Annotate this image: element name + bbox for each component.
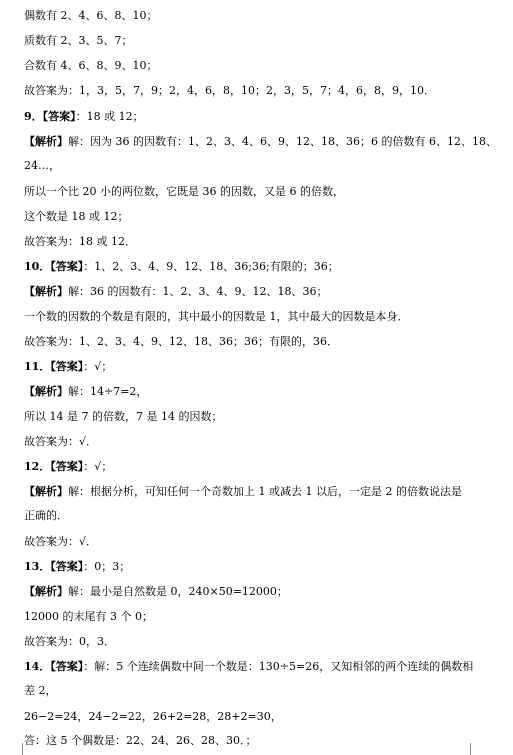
line-text: 故答案为：1，3，5，7，9；2，4，6，8，10；2，3，5，7；4，6，8，9，10． [24,84,435,97]
text-line [24,535,505,549]
line-text: ：√； [83,460,113,473]
line-num: 12． [24,460,51,473]
text-line [24,360,505,374]
line-text: 所以一个比 20 小的两位数，它既是 36 的因数，又是 6 的倍数， [24,185,344,198]
text-line [24,260,505,274]
line-text: 解：14÷7=2， [68,385,148,398]
text-line [24,560,505,574]
text-line [24,110,505,124]
line-tag: 【答案】 [42,110,76,123]
text-line [24,335,505,349]
text-line [24,635,505,649]
text-line [24,185,505,199]
line-tag: 【解析】 [24,485,68,498]
line-text: ：1、2、3、4、9、12、18、36;36;有限的；36； [83,260,339,273]
text-line [24,509,505,523]
text-line [24,585,505,599]
line-text: ：18 或 12； [75,110,144,123]
text-line [24,485,505,499]
line-num: 13． [24,560,51,573]
line-text: 故答案为：√． [24,435,98,448]
line-text: 质数有 2、3、5、7； [24,34,133,47]
line-tag: 【解析】 [24,135,68,148]
text-line [24,734,505,748]
line-tag: 【答案】 [50,660,84,673]
text-line [24,385,505,399]
line-text: 差 2， [24,684,57,697]
text-line [24,660,505,674]
line-text: 所以 14 是 7 的倍数，7 是 14 的因数； [24,410,223,423]
text-line [24,410,505,424]
line-text: ：0；3； [83,560,131,573]
line-num: 11． [24,360,51,373]
line-tag: 【答案】 [50,360,84,373]
line-text: 故答案为：1、2、3、4、9、12、18、36；36；有限的，36． [24,335,338,348]
line-text: 一个数的因数的个数是有限的，其中最小的因数是 1，其中最大的因数是本身． [24,310,409,323]
text-line [24,710,505,724]
line-tag: 【解析】 [24,285,68,298]
text-line [24,59,505,73]
line-text: 24…， [24,159,60,172]
line-text: 故答案为：18 或 12． [24,235,136,248]
line-text: 正确的． [24,509,68,522]
page-corner-mark-right [470,743,483,755]
line-text: 12000 的末尾有 3 个 0； [24,610,153,623]
line-text: 解：根据分析，可知任何一个奇数加上 1 或减去 1 以后，一定是 2 的倍数说法是 [68,485,462,498]
line-tag: 【解析】 [24,585,68,598]
line-text: 26−2=24，24−2=22，26+2=28，28+2=30， [24,710,282,723]
text-line [24,610,505,624]
line-num: 14． [24,660,51,673]
text-line [24,159,505,173]
text-line [24,9,505,23]
text-line [24,285,505,299]
text-line [24,34,505,48]
text-line [24,235,505,249]
line-tag: 【解析】 [24,385,68,398]
line-text: 这个数是 18 或 12； [24,210,129,223]
line-text: 解：最小是自然数是 0，240×50=12000； [68,585,288,598]
text-line [24,135,505,149]
line-tag: 【答案】 [50,460,84,473]
line-num: 10． [24,260,51,273]
line-tag: 【答案】 [50,260,84,273]
text-line [24,310,505,324]
line-num: 9． [24,110,43,123]
line-text: ：√； [83,360,113,373]
line-text: ：解：5 个连续偶数中间一个数是：130÷5=26，又知相邻的两个连续的偶数相 [83,660,474,673]
line-tag: 【答案】 [50,560,84,573]
text-line [24,684,505,698]
text-line [24,84,505,98]
page-corner-mark-left [10,743,23,755]
line-text: 故答案为：√． [24,535,98,548]
text-line [24,460,505,474]
line-text: 解：因为 36 的因数有：1、2、3、4、6、9、12、18、36；6 的倍数有 6、12、18、 [68,135,497,148]
line-text: 合数有 4、6、8、9、10； [24,59,158,72]
line-text: 解：36 的因数有：1、2、3、4、9、12、18、36； [68,285,328,298]
line-text: 答：这 5 个偶数是：22、24、26、28、30．； [24,734,257,747]
line-text: 偶数有 2、4、6、8、10； [24,9,158,22]
text-line [24,210,505,224]
line-text: 故答案为：0，3． [24,635,115,648]
text-line [24,435,505,449]
